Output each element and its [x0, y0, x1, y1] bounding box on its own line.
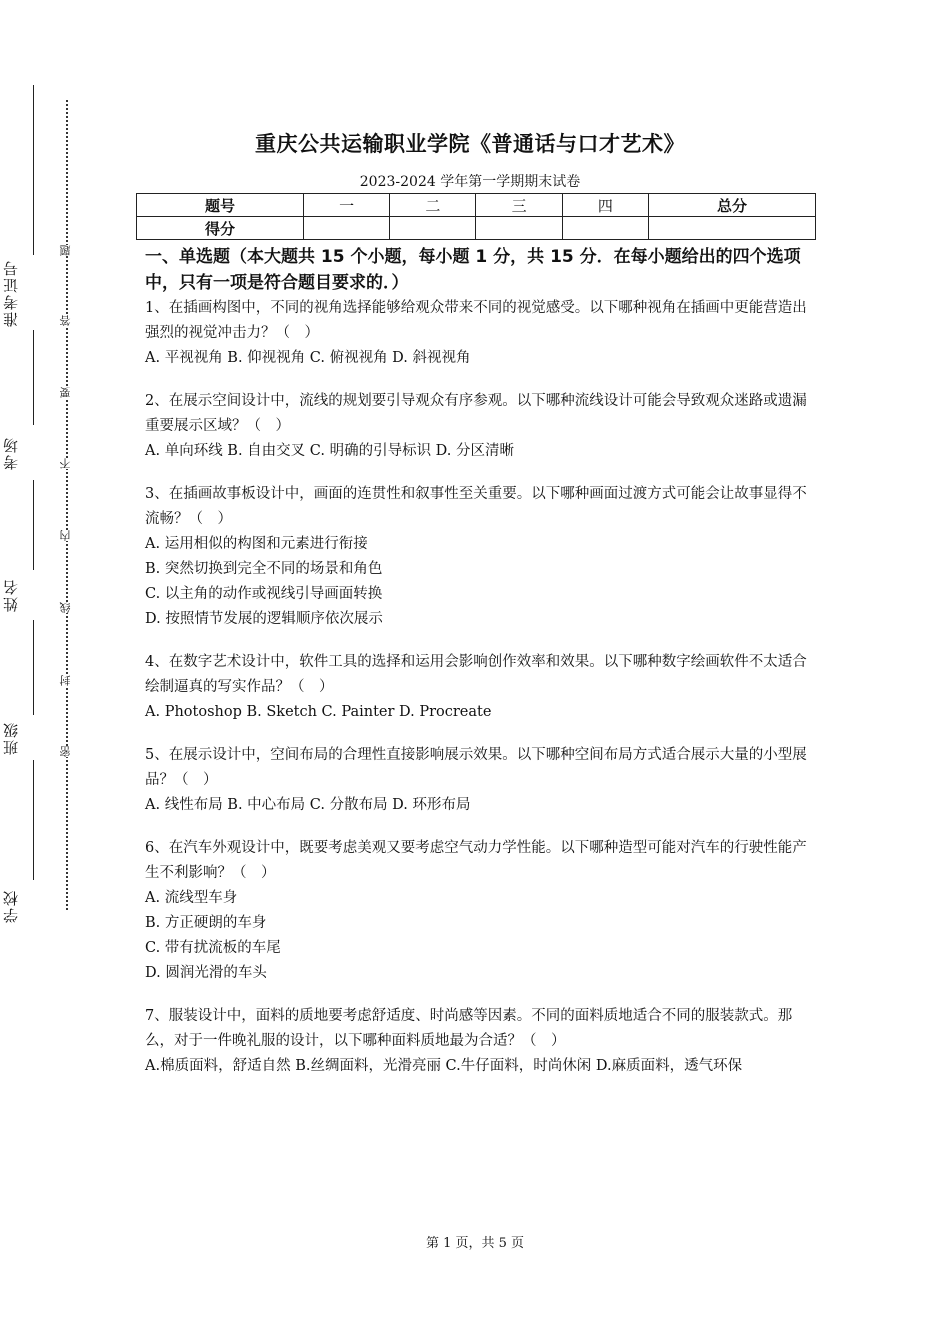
question-options: A. 单向环线 B. 自由交叉 C. 明确的引导标识 D. 分区清晰 — [145, 443, 515, 459]
question-item — [145, 482, 817, 632]
margin-label-name: 姓名 — [2, 578, 20, 612]
question-list — [145, 296, 817, 1097]
seal-char: 要 — [59, 387, 72, 398]
question-option: C. 带有扰流板的车尾 — [145, 940, 281, 956]
question-item — [145, 650, 817, 725]
score-header-cell: 总分 — [648, 194, 815, 217]
question-stem: 1、在插画构图中，不同的视角选择能够给观众带来不同的视觉感受。以下哪种视角在插画中更能营造出强烈的视觉冲击力？（ ） — [145, 300, 807, 341]
question-options: A. 平视视角 B. 仰视视角 C. 俯视视角 D. 斜视视角 — [145, 350, 471, 366]
question-item — [145, 1004, 817, 1079]
seal-char: 线 — [59, 602, 72, 613]
seal-char: 答 — [59, 315, 72, 326]
margin-line — [33, 760, 34, 880]
seal-char: 不 — [59, 458, 72, 469]
margin-label-exam-number: 准考证号 — [2, 259, 20, 327]
margin-line — [33, 330, 34, 425]
score-cell — [304, 217, 390, 240]
question-stem: 3、在插画故事板设计中，画面的连贯性和叙事性至关重要。以下哪种画面过渡方式可能会让故事显得不流畅？（ ） — [145, 486, 807, 527]
page-footer: 第 1 页，共 5 页 — [425, 1236, 525, 1251]
score-table-header-row — [137, 194, 816, 217]
score-cell — [476, 217, 562, 240]
question-options: A. 线性布局 B. 中心布局 C. 分散布局 D. 环形布局 — [145, 797, 471, 813]
question-item — [145, 389, 817, 464]
margin-label-school: 学校 — [2, 889, 20, 923]
seal-char: 题 — [59, 245, 72, 256]
question-stem: 4、在数字艺术设计中，软件工具的选择和运用会影响创作效率和效果。以下哪种数字绘画软件不太适合绘制逼真的写实作品？（ ） — [145, 654, 807, 695]
score-cell — [562, 217, 648, 240]
score-header-cell: 题号 — [137, 194, 304, 217]
question-item — [145, 296, 817, 371]
score-cell — [648, 217, 815, 240]
score-row-label: 得分 — [137, 217, 304, 240]
score-header-cell: 二 — [390, 194, 476, 217]
margin-label-exam-room: 考场 — [2, 436, 20, 470]
score-header-cell: 三 — [476, 194, 562, 217]
margin-line — [33, 85, 34, 255]
question-stem: 7、服装设计中，面料的质地要考虑舒适度、时尚感等因素。不同的面料质地适合不同的服装款式。那么，对于一件晚礼服的设计，以下哪种面料质地最为合适？（ ） — [145, 1008, 793, 1049]
margin-line — [33, 620, 34, 715]
question-option: B. 突然切换到完全不同的场景和角色 — [145, 561, 383, 577]
score-table-score-row — [137, 217, 816, 240]
question-option: B. 方正硬朗的车身 — [145, 915, 267, 931]
question-stem: 5、在展示设计中，空间布局的合理性直接影响展示效果。以下哪种空间布局方式适合展示大量的小型展品？（ ） — [145, 747, 807, 788]
question-option: A. 运用相似的构图和元素进行衔接 — [145, 536, 368, 552]
question-options: A. Photoshop B. Sketch C. Painter D. Procreate — [145, 704, 492, 720]
exam-title: 重庆公共运输职业学院《普通话与口才艺术》 — [255, 132, 685, 156]
seal-char: 封 — [59, 675, 72, 686]
score-cell — [390, 217, 476, 240]
question-item — [145, 836, 817, 986]
question-item — [145, 743, 817, 818]
score-table — [136, 193, 816, 240]
question-option: D. 圆润光滑的车头 — [145, 965, 267, 981]
question-option: A. 流线型车身 — [145, 890, 238, 906]
question-option: C. 以主角的动作或视线引导画面转换 — [145, 586, 383, 602]
question-option: D. 按照情节发展的逻辑顺序依次展示 — [145, 611, 383, 627]
question-stem: 2、在展示空间设计中，流线的规划要引导观众有序参观。以下哪种流线设计可能会导致观众迷路或遗漏重要展示区域？（ ） — [145, 393, 807, 434]
question-options: A.棉质面料，舒适自然 B.丝绸面料，光滑亮丽 C.牛仔面料，时尚休闲 D.麻质面料，透气环保 — [145, 1058, 743, 1074]
seal-char: 密 — [59, 746, 72, 757]
seal-dotted-line — [66, 100, 68, 910]
seal-char: 内 — [59, 530, 72, 541]
section-heading: 一、单选题（本大题共 15 个小题，每小题 1 分，共 15 分．在每小题给出的四个选项中，只有一项是符合题目要求的．） — [145, 247, 801, 293]
question-stem: 6、在汽车外观设计中，既要考虑美观又要考虑空气动力学性能。以下哪种造型可能对汽车的行驶性能产生不利影响？（ ） — [145, 840, 807, 881]
margin-label-class: 班级 — [2, 721, 20, 755]
score-header-cell: 一 — [304, 194, 390, 217]
exam-subtitle: 2023-2024 学年第一学期期末试卷 — [359, 174, 581, 190]
score-header-cell: 四 — [562, 194, 648, 217]
margin-line — [33, 480, 34, 570]
